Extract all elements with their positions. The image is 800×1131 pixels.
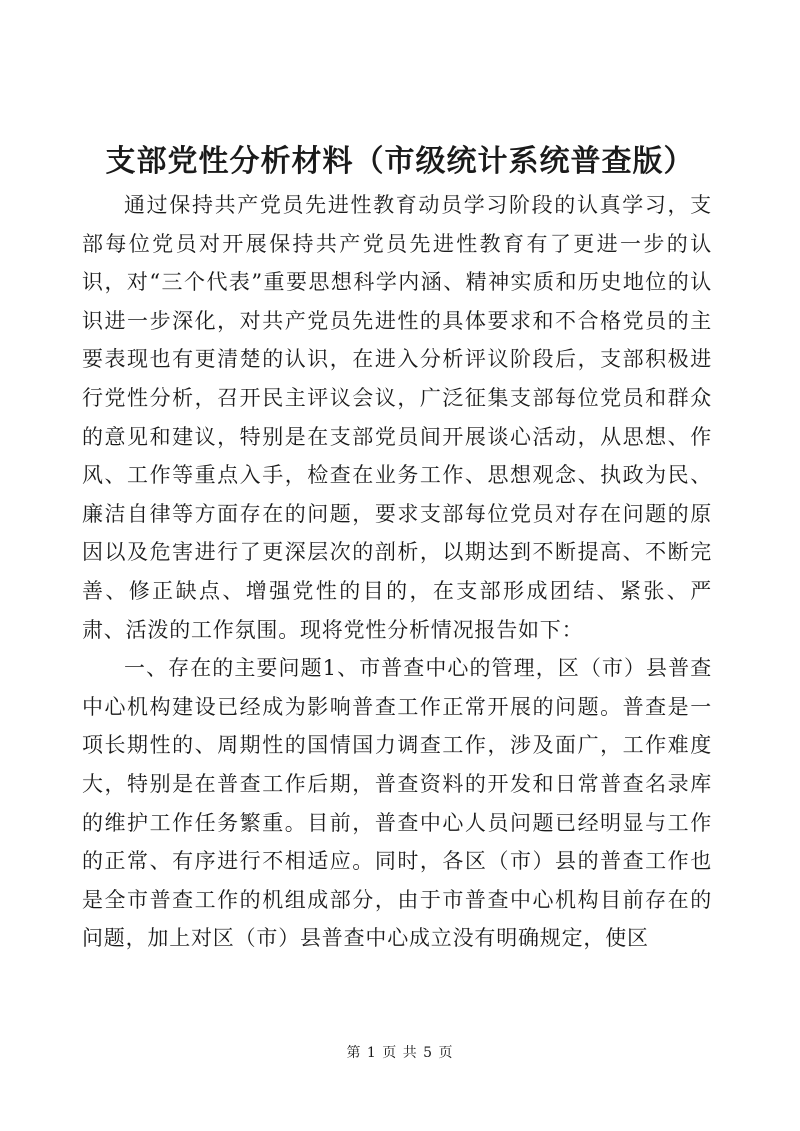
body-paragraph-intro: 通过保持共产党员先进性教育动员学习阶段的认真学习，支部每位党员对开展保持共产党员先进性教育有了更进一步的认识，对“三个代表”重要思想科学内涵、精神实质和历史地位的认识进一步深化，对共产党员先进性的具体要求和不合格党员的主要表现也有更清楚的认识，在进入分析评议阶段后，支部积极进行党性分析，召开民主评议会议，广泛征集支部每位党员和群众的意见和建议，特别是在支部党员间开展谈心活动，从思想、作风、工作等重点入手，检查在业务工作、思想观念、执政为民、廉洁自律等方面存在的问题，要求支部每位党员对存在问题的原因以及危害进行了更深层次的剖析，以期达到不断提高、不断完善、修正缺点、增强党性的目的，在支部形成团结、紧张、严肃、活泼的工作氛围。现将党性分析情况报告如下： xyxy=(82,193,712,642)
document-body xyxy=(82,186,712,958)
document-title: 支部党性分析材料（市级统计系统普查版） xyxy=(105,144,695,179)
page-footer: 第 1 页 共 5 页 xyxy=(346,1045,454,1061)
body-paragraph-problems: 一、存在的主要问题1、市普查中心的管理，区（市）县普查中心机构建设已经成为影响普查工作正常开展的问题。普查是一项长期性的、周期性的国情国力调查工作，涉及面广，工作难度大，特别是在普查工作后期，普查资料的开发和日常普查名录库的维护工作任务繁重。目前，普查中心人员问题已经明显与工作的正常、有序进行不相适应。同时，各区（市）县的普查工作也是全市普查工作的机组成部分，由于市普查中心机构目前存在的问题，加上对区（市）县普查中心成立没有明确规定，使区 xyxy=(82,656,712,951)
